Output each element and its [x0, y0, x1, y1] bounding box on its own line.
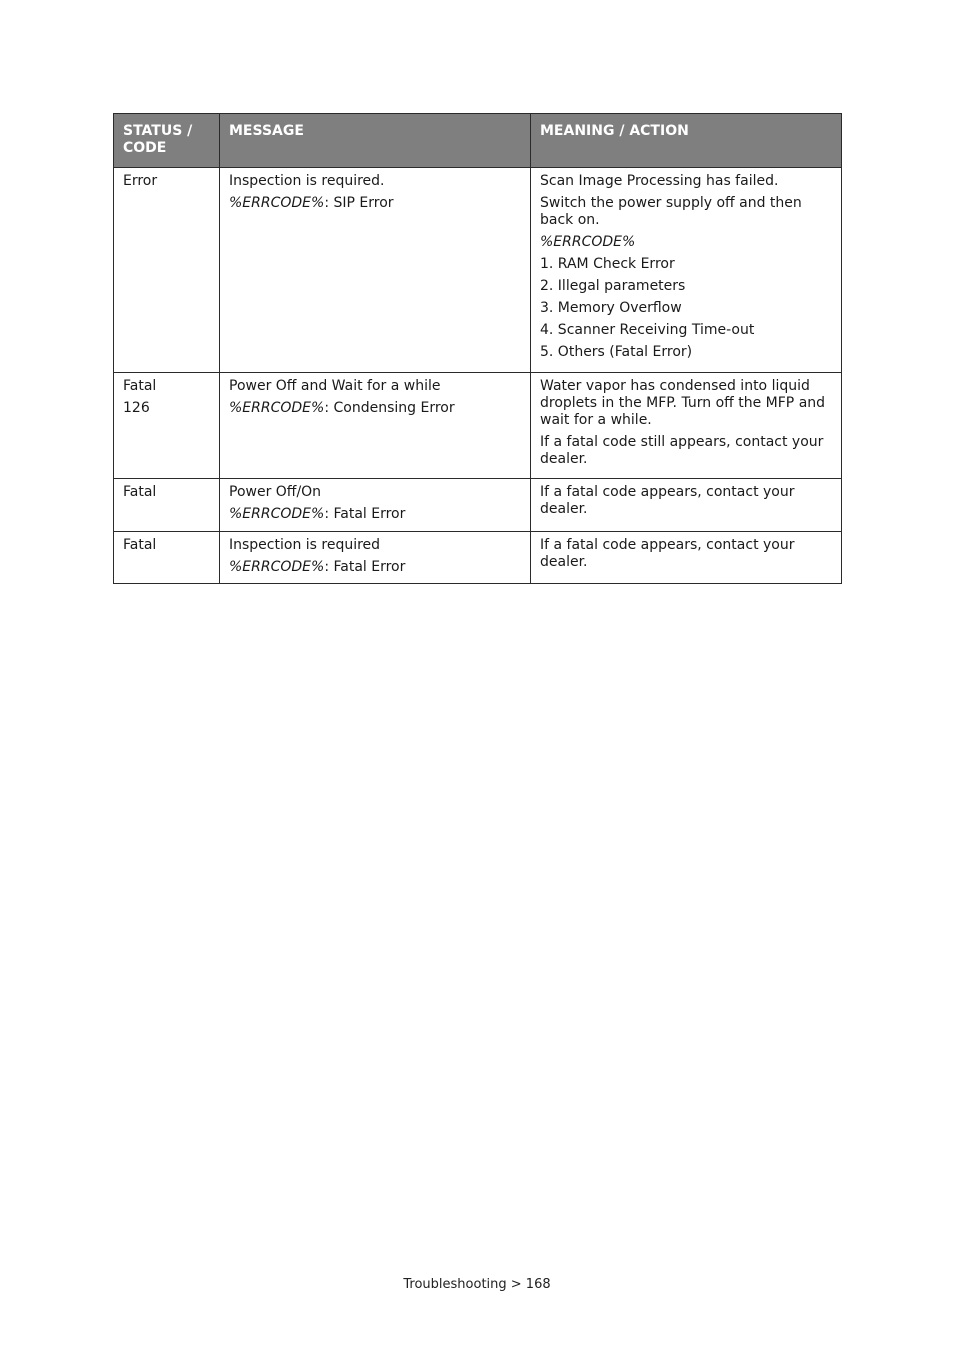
- message-code-line: [229, 506, 521, 523]
- page-footer: Troubleshooting > 168: [403, 1277, 551, 1292]
- message-text: Power Off and Wait for a while: [229, 378, 441, 394]
- message-cell: [220, 532, 531, 584]
- status-cell: [114, 532, 220, 584]
- meaning-cell: [531, 479, 842, 532]
- table-row: [114, 373, 842, 479]
- message-code-line: [229, 195, 521, 212]
- meaning-list-item: 5. Others (Fatal Error): [540, 344, 693, 360]
- status-text: Fatal: [123, 484, 157, 500]
- message-cell: [220, 373, 531, 479]
- meaning-code-label: [540, 234, 832, 251]
- meaning-action: Switch the power supply off and then back on.: [540, 195, 802, 228]
- message-cell: [220, 479, 531, 532]
- status-text: Fatal: [123, 378, 157, 394]
- meaning-list-item: 4. Scanner Receiving Time-out: [540, 322, 755, 338]
- meaning-list-item: 1. RAM Check Error: [540, 256, 675, 272]
- meaning-cell: [531, 532, 842, 584]
- meaning-intro: Scan Image Processing has failed.: [540, 173, 779, 189]
- status-cell: [114, 479, 220, 532]
- meaning-cell: [531, 168, 842, 373]
- table-row: [114, 168, 842, 373]
- meaning-paragraph: Water vapor has condensed into liquid droplets in the MFP. Turn off the MFP and wait for a while.: [540, 378, 826, 428]
- meaning-paragraph: If a fatal code appears, contact your dealer.: [540, 537, 795, 570]
- table-row: [114, 532, 842, 584]
- message-code-text: : SIP Error: [324, 195, 394, 211]
- meaning-list-item: 2. Illegal parameters: [540, 278, 686, 294]
- message-text: Power Off/On: [229, 484, 322, 500]
- meaning-list-item: 3. Memory Overflow: [540, 300, 682, 316]
- status-text: Fatal: [123, 537, 157, 553]
- table-header-row: [114, 114, 842, 168]
- status-code: 126: [123, 400, 150, 416]
- meaning-paragraph: If a fatal code still appears, contact your dealer.: [540, 434, 824, 467]
- table-row: [114, 479, 842, 532]
- status-cell: [114, 373, 220, 479]
- errcode-placeholder: %ERRCODE%: [229, 559, 325, 575]
- message-text: Inspection is required.: [229, 173, 385, 189]
- message-cell: [220, 168, 531, 373]
- message-code-line: [229, 400, 521, 417]
- message-code-line: [229, 559, 521, 576]
- status-cell: [114, 168, 220, 373]
- header-meaning-action: MEANING / ACTION: [531, 114, 842, 168]
- meaning-paragraph: If a fatal code appears, contact your dealer.: [540, 484, 795, 517]
- header-status-code: STATUS / CODE: [114, 114, 220, 168]
- error-code-table: [113, 113, 842, 584]
- message-text: Inspection is required: [229, 537, 381, 553]
- errcode-placeholder: %ERRCODE%: [540, 234, 636, 250]
- errcode-placeholder: %ERRCODE%: [229, 400, 325, 416]
- meaning-cell: [531, 373, 842, 479]
- message-code-text: : Fatal Error: [324, 559, 406, 575]
- status-text: Error: [123, 173, 158, 189]
- errcode-placeholder: %ERRCODE%: [229, 195, 325, 211]
- message-code-text: : Condensing Error: [324, 400, 455, 416]
- message-code-text: : Fatal Error: [324, 506, 406, 522]
- header-message: MESSAGE: [220, 114, 531, 168]
- errcode-placeholder: %ERRCODE%: [229, 506, 325, 522]
